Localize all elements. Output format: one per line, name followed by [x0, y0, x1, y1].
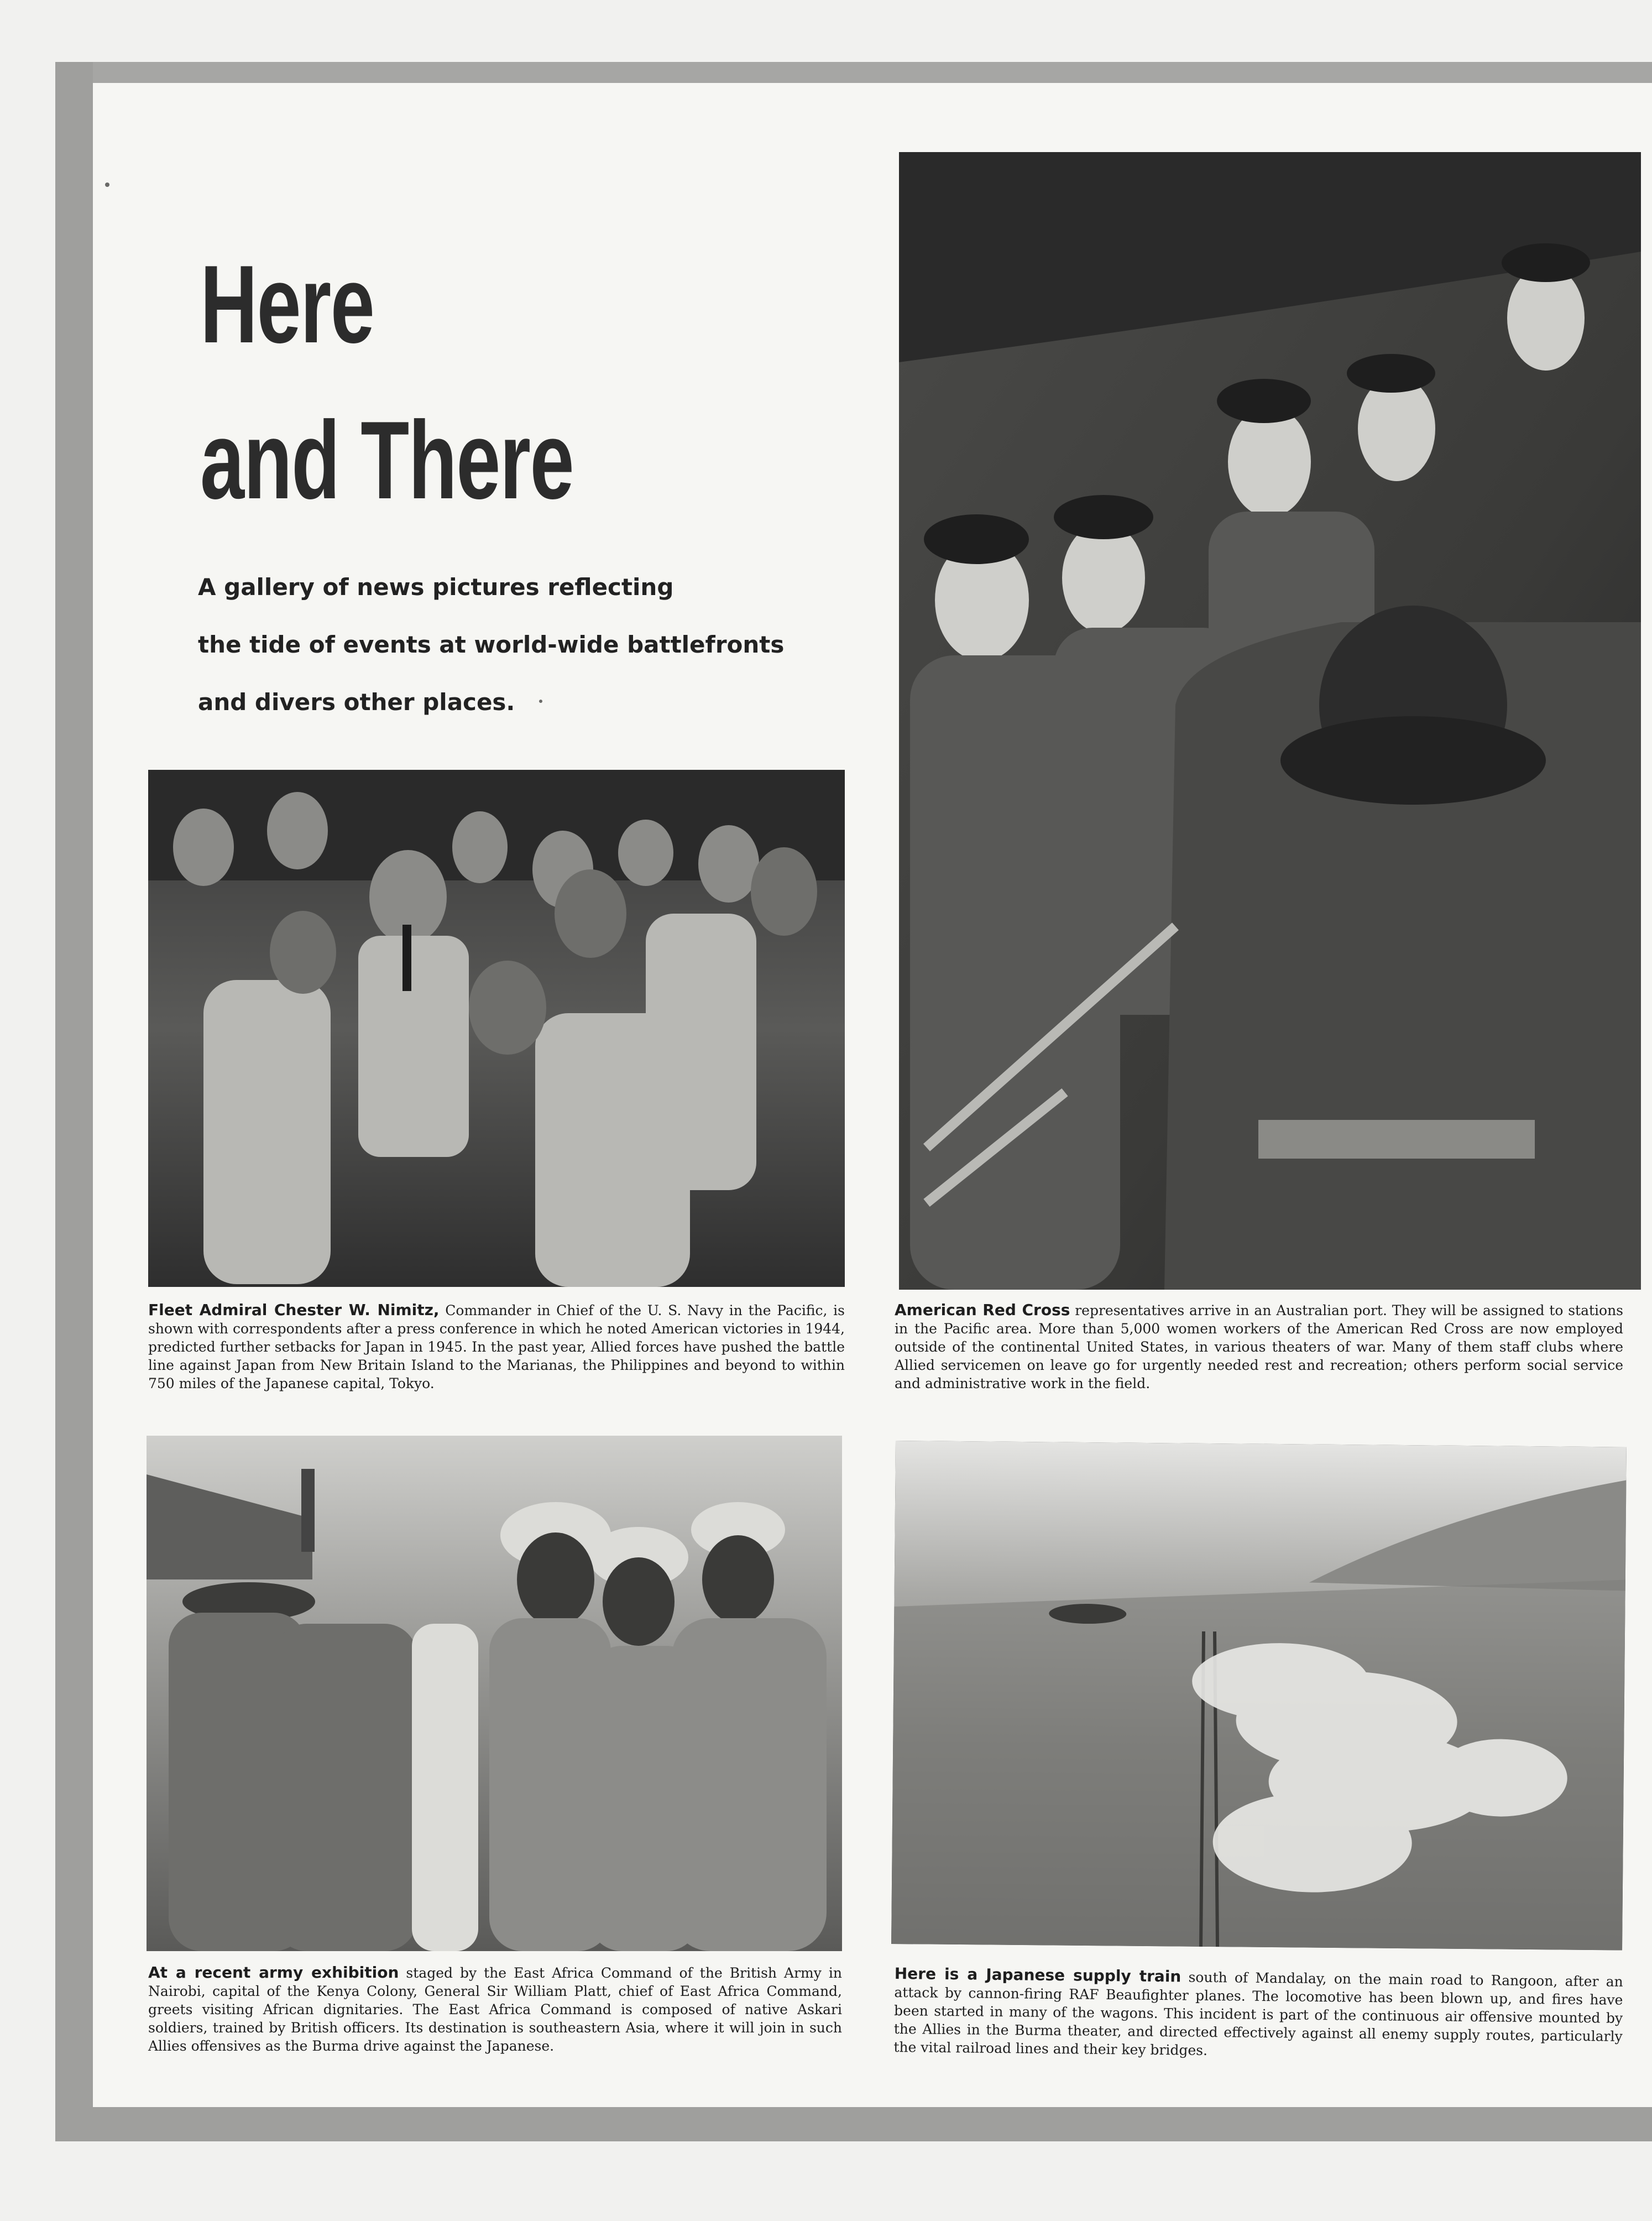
caption-body: south of Mandalay, on the main road to Rangoon, after an attack by cannon-firing RAF Beaufighter planes. The locomotive has been blown up, and fires have been started in many of the wagons. This incident is part of the continuous air offensive mounted by the Allies in the Burma theater, and directed effectively against all enemy supply routes, particularly the vital railroad lines and their key bridges.: [893, 1969, 1623, 2058]
photo-illustration: [899, 152, 1641, 1290]
caption-body: representatives arrive in an Australian port. They will be assigned to stations in the Pacific area. More than 5,000 women workers of the American Red Cross are now employed outside of the continental United States, in various theaters of war. Many of them staff clubs where Allied servicemen on leave go for urgently needed rest and recreation; others perform social service and administrative work in the field.: [895, 1302, 1623, 1391]
page-edge-left: [0, 0, 55, 2221]
caption-lead: American Red Cross: [895, 1301, 1070, 1319]
caption-lead: Here is a Japanese supply train: [894, 1964, 1182, 1986]
paper-speck: [105, 183, 109, 187]
intro-line-1: A gallery of news pictures reflecting: [198, 574, 674, 601]
army-exhibition-photo: [147, 1436, 842, 1951]
intro-text: [198, 559, 806, 731]
supply-train-photo: [891, 1441, 1627, 1951]
title-line-1: Here: [200, 243, 374, 366]
photo-illustration: [891, 1441, 1627, 1951]
page-title: [200, 227, 598, 539]
caption-body: staged by the East Africa Command of the British Army in Nairobi, capital of the Kenya Colony, General Sir William Platt, chief of East Africa Command, greets visiting African dignitaries. The East Africa Command is composed of native Askari soldiers, trained by British officers. Its destination is southeastern Asia, where it will join in such Allies offensives as the Burma drive against the Japanese.: [148, 1965, 842, 2054]
red-cross-caption: [895, 1301, 1623, 1393]
intro-line-2: the tide of events at world-wide battlefronts: [198, 631, 785, 658]
page-edge-bottom: [0, 2141, 1652, 2221]
photo-illustration: [148, 770, 845, 1287]
nimitz-press-conference-photo: [148, 770, 845, 1287]
red-cross-photo: [899, 152, 1641, 1290]
caption-body: Commander in Chief of the U. S. Navy in the Pacific, is shown with correspondents after a press conference in which he noted American victories in 1944, predicted further setbacks for Japan in 1945. In the past year, Allied forces have pushed the battle line against Japan from New Britain Island to the Marianas, the Philippines and beyond to within 750 miles of the Japanese capital, Tokyo.: [148, 1302, 845, 1391]
page-edge-top: [0, 0, 1652, 62]
paper-speck: [539, 700, 542, 703]
title-line-2: and There: [200, 399, 574, 522]
gray-border-bottom: [55, 2107, 1652, 2141]
caption-lead: Fleet Admiral Chester W. Nimitz,: [148, 1301, 440, 1319]
supply-train-caption: [893, 1964, 1623, 2064]
caption-lead: At a recent army exhibition: [148, 1963, 399, 1982]
intro-line-3: and divers other places.: [198, 689, 515, 716]
photo-illustration: [147, 1436, 842, 1951]
nimitz-caption: [148, 1301, 845, 1393]
gray-border-left: [55, 62, 93, 2141]
army-exhibition-caption: [148, 1963, 842, 2055]
